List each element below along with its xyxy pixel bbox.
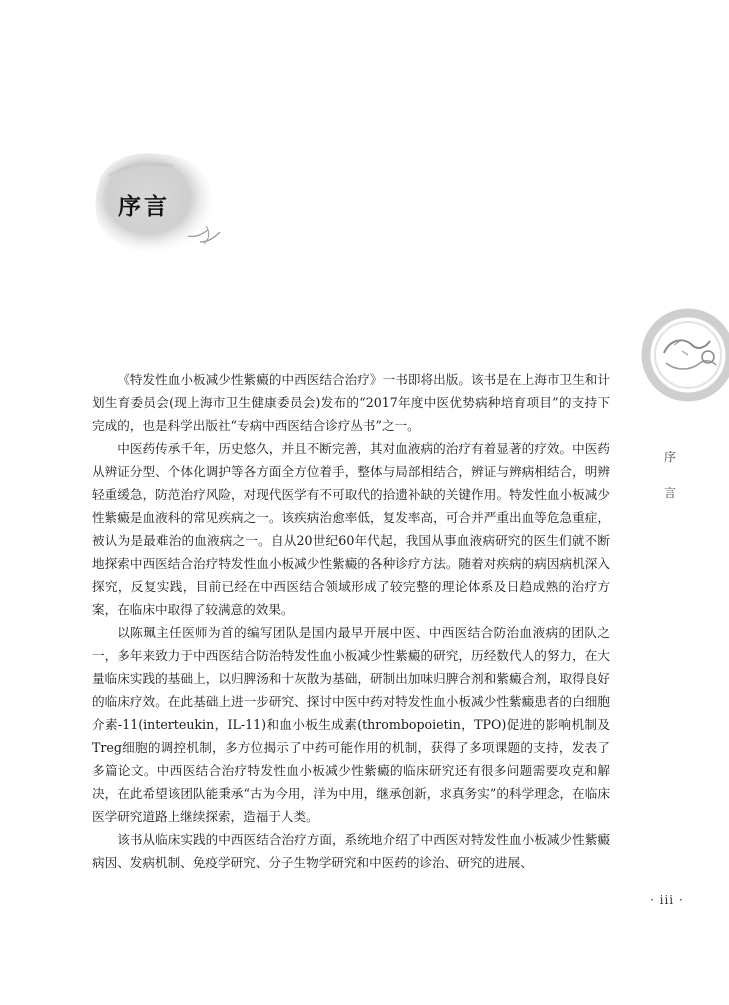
side-label-char-1: 序 <box>664 450 677 464</box>
paragraph: 中医药传承千年，历史悠久，并且不断完善，其对血液病的治疗有着显著的疗效。中医药从辨证分型、个体化调护等各方面全方位着手，整体与局部相结合，辨证与辨病相结合，明辨轻重缓急，防范治疗风险，对现代医学有不可取代的拾遗补缺的关键作用。特发性血小板减少性紫癜是血液科的常见疾病之一。该疾病治愈率低，复发率高，可合并严重出血等危急重症，被认为是最难治的血液病之一。自从20世纪60年代起，我国从事血液病研究的医生们就不断地探索中西医结合治疗特发性血小板减少性紫癜的各种诊疗方法。随着对疾病的病因病机深入探究，反复实践，目前已经在中西医结合领域形成了较完整的理论体系及日趋成熟的治疗方案，在临床中取得了较满意的效果。 <box>92 441 610 617</box>
preface-heading-block <box>88 146 228 261</box>
paragraph: 该书从临床实践的中西医结合治疗方面，系统地介绍了中西医对特发性血小板减少性紫癜病因、发病机制、免疫学研究、分子生物学研究和中医药的诊治、研究的进展、 <box>92 832 610 870</box>
preface-body <box>92 368 610 874</box>
page-number: · iii · <box>650 893 684 907</box>
decorative-seal-icon <box>636 295 729 445</box>
side-label-char-2: 言 <box>664 486 677 500</box>
page-title: 序言 <box>118 194 170 220</box>
paragraph: 《特发性血小板减少性紫癜的中西医结合治疗》一书即将出版。该书是在上海市卫生和计划生育委员会(现上海市卫生健康委员会)发布的“2017年度中医优势病种培育项目”的支持下完成的，也是科学出版社“专病中西医结合诊疗丛书”之一。 <box>92 372 610 433</box>
paragraph: 以陈珮主任医师为首的编写团队是国内最早开展中医、中西医结合防治血液病的团队之一，多年来致力于中西医结合防治特发性血小板减少性紫癜的研究，历经数代人的努力，在大量临床实践的基础上，以归脾汤和十灰散为基础，研制出加味归脾合剂和紫癜合剂，取得良好的临床疗效。在此基础上进一步研究、探讨中医中药对特发性血小板减少性紫癜患者的白细胞介素-11(interteukin，IL-11)和血小板生成素(thrombopoietin，TPO)促进的影响机制及Treg细胞的调控机制，多方位揭示了中药可能作用的机制，获得了多项课题的支持，发表了多篇论文。中西医结合治疗特发性血小板减少性紫癜的临床研究还有很多问题需要攻克和解决，在此希望该团队能秉承“古为今用，洋为中用，继承创新，求真务实”的科学理念，在临床医学研究道路上继续探索，造福于人类。 <box>92 625 610 824</box>
